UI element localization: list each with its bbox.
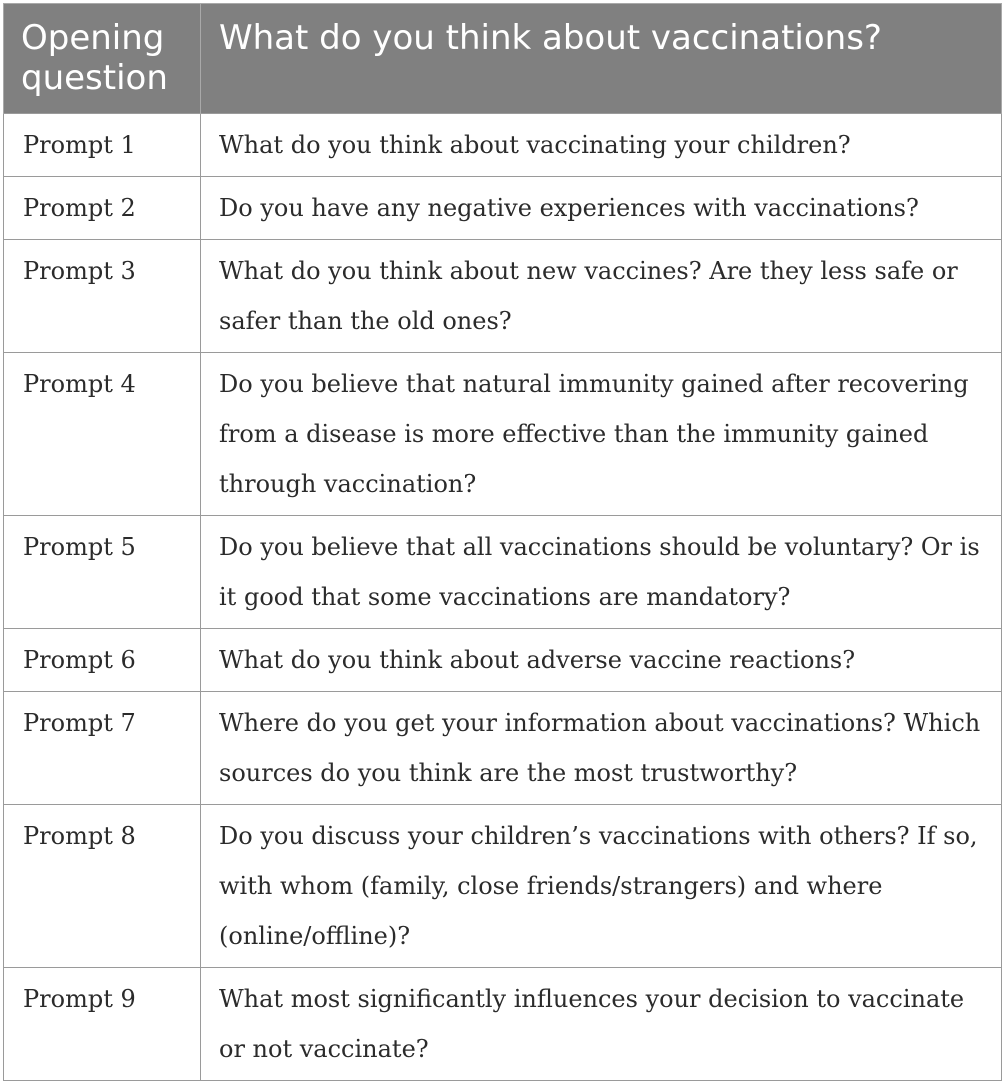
header-opening-question: Opening question [4,4,201,114]
table-row [4,516,1002,629]
prompt-text: What do you think about vaccinating your children? [201,114,1002,177]
prompt-label: Prompt 5 [4,516,201,629]
prompt-text: What do you think about new vaccines? Are they less safe or safer than the old ones? [201,240,1002,353]
prompt-label: Prompt 2 [4,177,201,240]
prompt-text: What most significantly influences your decision to vaccinate or not vaccinate? [201,968,1002,1081]
prompt-text: What do you think about adverse vaccine reactions? [201,629,1002,692]
prompt-label: Prompt 3 [4,240,201,353]
table-row [4,629,1002,692]
table-row [4,114,1002,177]
prompt-label: Prompt 7 [4,692,201,805]
table-row [4,692,1002,805]
prompts-table [3,3,1002,1081]
prompt-label: Prompt 9 [4,968,201,1081]
prompt-label: Prompt 1 [4,114,201,177]
header-main-question: What do you think about vaccinations? [201,4,1002,114]
prompts-table-container [3,3,1001,1081]
table-header [4,4,1002,114]
prompt-text: Do you believe that natural immunity gained after recovering from a disease is more effective than the immunity gained through vaccination? [201,353,1002,516]
prompt-text: Do you have any negative experiences with vaccinations? [201,177,1002,240]
prompt-label: Prompt 4 [4,353,201,516]
prompt-text: Do you discuss your children’s vaccinations with others? If so, with whom (family, close friends/strangers) and where (online/offline)? [201,805,1002,968]
table-row [4,353,1002,516]
prompt-text: Do you believe that all vaccinations should be voluntary? Or is it good that some vaccinations are mandatory? [201,516,1002,629]
header-row [4,4,1002,114]
table-row [4,177,1002,240]
table-body [4,114,1002,1081]
prompt-label: Prompt 8 [4,805,201,968]
prompt-label: Prompt 6 [4,629,201,692]
table-row [4,240,1002,353]
table-row [4,968,1002,1081]
table-row [4,805,1002,968]
prompt-text: Where do you get your information about vaccinations? Which sources do you think are the most trustworthy? [201,692,1002,805]
